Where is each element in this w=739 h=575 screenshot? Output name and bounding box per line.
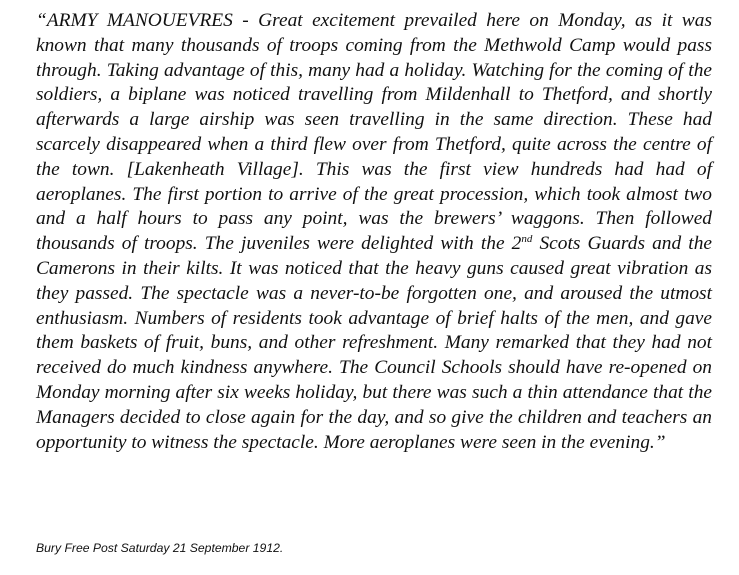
ordinal-suffix: nd bbox=[521, 233, 533, 246]
source-caption: Bury Free Post Saturday 21 September 1912. bbox=[36, 541, 284, 555]
opening-quote-mark: “ bbox=[36, 10, 47, 31]
quote-body-part2: Scots Guards and the Camerons in their kilts. It was noticed that the heavy guns caused great vibration as they passed. The spectacle was a never-to-be forgotten one, and aroused the utmost enthusiasm. Numbers of residents took advantage of brief halts of the men, and gave them baskets of fruit, buns, and other refreshment. Many remarked that they had not received do much kindness anywhere. The Council Schools should have re-opened on Monday morning after six weeks holiday, but there was such a thin attendance that the Managers decided to close again for the day, and so give the children and teachers an opportunity to witness the spectacle. More aeroplanes were seen in the evening. bbox=[36, 233, 712, 453]
closing-quote-mark: ” bbox=[654, 431, 666, 453]
quote-heading: ARMY MANOUEVRES - bbox=[46, 10, 249, 31]
quote-body-part1: Great excitement prevailed here on Monday, as it was known that many thousands of troops coming from the Methwold Camp would pass through. Taking advantage of this, many had a holiday. Watching for the coming of the soldiers, a biplane was noticed travelling from Mildenhall to Thetford, and shortly afterwards a large airship was seen travelling in the same direction. These had scarcely disappeared when a third flew over from Thetford, quite across the centre of the town. [Lakenheath Village]. This was the first view hundreds had had of aeroplanes. The first portion to arrive of the great procession, which took almost two and a half hours to pass any point, was the brewers’ waggons. Then followed thousands of troops. The juveniles were delighted with the 2 bbox=[36, 10, 712, 255]
newspaper-quote bbox=[36, 9, 712, 455]
